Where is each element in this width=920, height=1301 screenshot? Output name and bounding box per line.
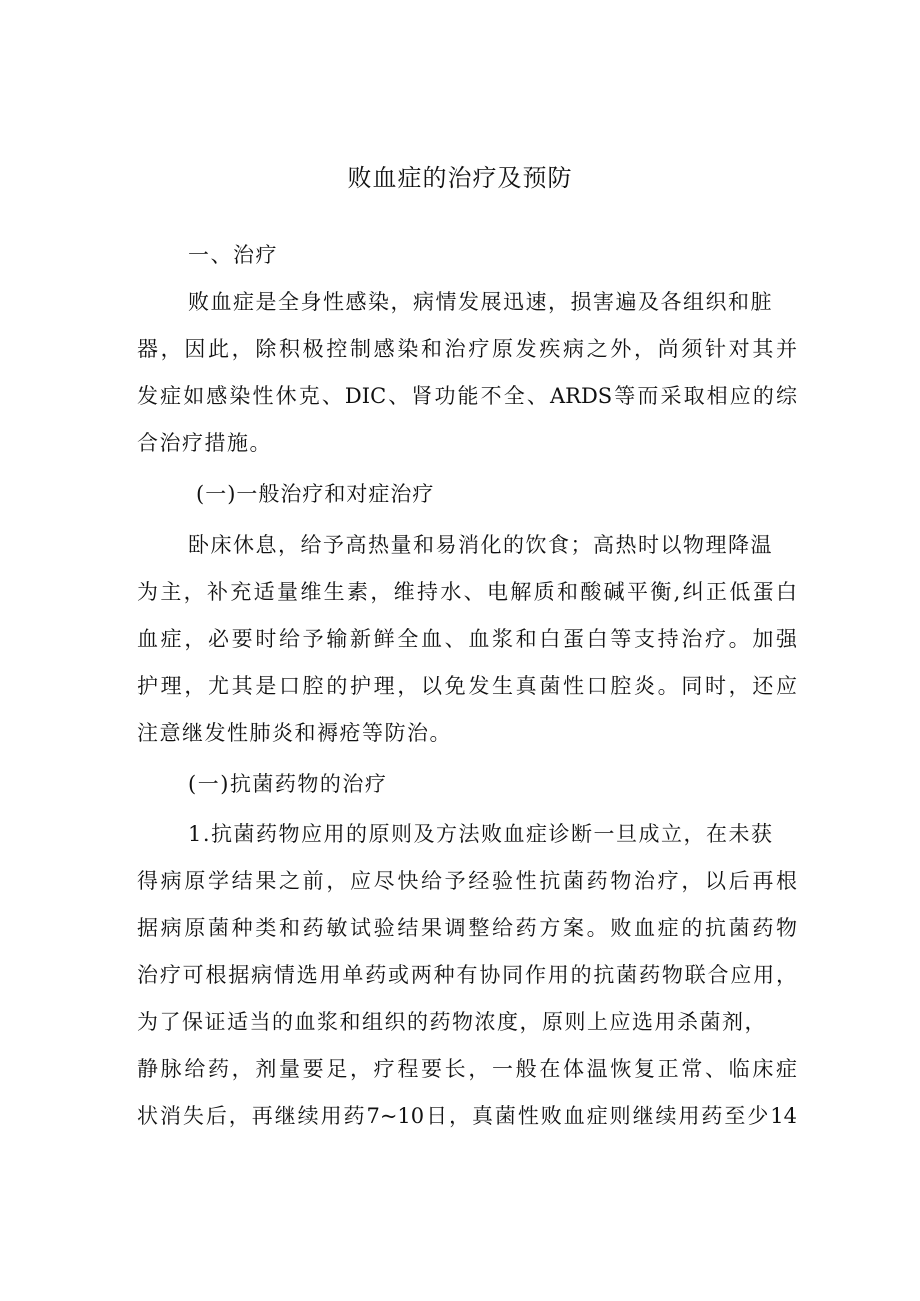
paragraph-line: 据病原菌种类和药敏试验结果调整给药方案。败血症的抗菌药物 xyxy=(137,916,797,940)
paragraph-line: 护理，尤其是口腔的护理，以免发生真菌性口腔炎。同时，还应 xyxy=(137,674,797,698)
paragraph-line: 器，因此，除积极控制感染和治疗原发疾病之外，尚须针对其并 xyxy=(137,337,797,361)
paragraph-line: 败血症是全身性感染，病情发展迅速，损害遍及各组织和脏 xyxy=(188,290,773,314)
paragraph-line: 卧床休息，给予高热量和易消化的饮食；高热时以物理降温 xyxy=(188,533,773,557)
paragraph-line: 治疗可根据病情选用单药或两种有协同作用的抗菌药物联合应用， xyxy=(137,963,797,987)
paragraph-line: 合治疗措施。 xyxy=(137,431,272,455)
section-heading-treatment: 一、治疗 xyxy=(188,243,278,267)
subsection-heading-antibacterial: (一)抗菌药物的治疗 xyxy=(188,772,388,796)
paragraph-line: 为了保证适当的血浆和组织的药物浓度，原则上应选用杀菌剂， xyxy=(137,1010,767,1034)
paragraph-line: 静脉给药，剂量要足，疗程要长，一般在体温恢复正常、临床症 xyxy=(137,1057,797,1081)
paragraph-line: 注意继发性肺炎和褥疮等防治。 xyxy=(137,721,452,745)
document-title: 败血症的治疗及预防 xyxy=(347,164,573,192)
paragraph-line: 得病原学结果之前，应尽快给予经验性抗菌药物治疗，以后再根 xyxy=(137,869,797,893)
paragraph-line: 血症，必要时给予输新鲜全血、血浆和白蛋白等支持治疗。加强 xyxy=(137,627,797,651)
paragraph-line: 1.抗菌药物应用的原则及方法败血症诊断一旦成立，在未获 xyxy=(188,822,774,846)
paragraph-line: 发症如感染性休克、DIC、肾功能不全、ARDS等而采取相应的综 xyxy=(137,384,797,408)
subsection-heading-general-treatment: (一)一般治疗和对症治疗 xyxy=(196,482,435,506)
paragraph-line: 为主，补充适量维生素，维持水、电解质和酸碱平衡,纠正低蛋白 xyxy=(137,580,797,604)
paragraph-line: 状消失后，再继续用药7~10日，真菌性败血症则继续用药至少14 xyxy=(137,1104,797,1128)
